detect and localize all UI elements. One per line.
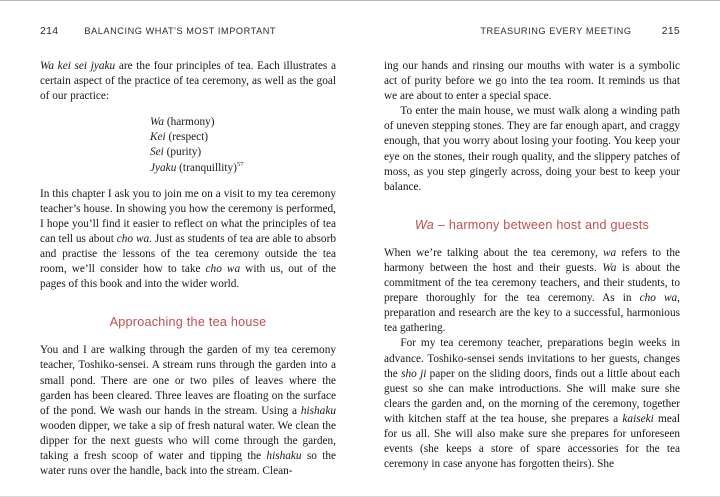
term-hishaku: hishaku	[300, 404, 336, 417]
term-kaiseki: kaiseki	[622, 412, 654, 425]
paragraph-text-c: with us, out of the pages of this book and into the wider world.	[40, 263, 336, 291]
term-cho-wa: cho wa	[116, 232, 150, 245]
paragraph-garden-walk	[40, 343, 336, 479]
paragraph-principles-intro	[40, 59, 336, 104]
principle-gloss: (harmony)	[164, 116, 215, 129]
paragraph-preparations	[384, 336, 680, 472]
principle-gloss: (tranquillity)	[176, 161, 237, 174]
paragraph-text-b: refers to the harmony between the host and their guests.	[384, 246, 680, 274]
folio-right: 215	[661, 25, 680, 37]
list-item	[40, 130, 336, 145]
term-cho-wa: cho wa	[205, 263, 241, 276]
paragraph-text-c: meal for us all. She will also make sure she prepares for unforeseen events (she keeps a store of spare accessories for the tea ceremony in case anyone has forgotten theirs). She	[384, 412, 680, 471]
principle-gloss: (purity)	[163, 146, 202, 159]
running-head-left	[40, 25, 336, 37]
paragraph-text-a: For my tea ceremony teacher, preparations begin weeks in advance. Toshiko-sensei sends invitations to her guests, changes the	[384, 337, 680, 380]
section-heading-wa-harmony	[384, 218, 680, 232]
paragraph-text-a: In this chapter I ask you to join me on a visit to my tea ceremony teacher’s house. In showing you how the ceremony is performed, I hope you’ll find it easier to reflect on what the principles of tea can tell us about	[40, 187, 336, 245]
principle-term: Sei	[150, 146, 164, 159]
paragraph-text-b: . Just as students of tea are able to absorb and practise the lessons of the tea ceremony outside the tea room, we’ll consider how to take	[40, 232, 336, 276]
principle-term: Kei	[150, 131, 166, 144]
term-wa: Wa	[602, 261, 617, 274]
section-heading-approaching-the-tea-house: Approaching the tea house	[109, 315, 267, 330]
heading-term-wa: Wa	[414, 217, 435, 232]
paragraph-chapter-intro	[40, 187, 336, 293]
page-left	[0, 1, 360, 496]
paragraph-stepping-stones: To enter the main house, we must walk along a winding path of uneven stepping stones. They are far enough apart, and craggy enough, that you worry about losing your footing. You keep your eye on the stones, their rough quality, and the slippery patches of moss, as you step gingerly across, doing your best to keep your balance.	[384, 105, 680, 193]
term-wa: wa	[602, 246, 617, 259]
running-head-right	[384, 25, 680, 37]
paragraph-purity-continued: ing our hands and rinsing our mouths with water is a symbolic act of purity before we go into the tea room. It reminds us that we are about to enter a special space.	[384, 60, 680, 103]
paragraph-principles-intro-text: are the four principles of tea. Each illustrates a certain aspect of the practice of tea ceremony, as well as the goal of our practice:	[40, 60, 336, 103]
footnote-marker: 57	[236, 160, 244, 168]
term-hishaku: hishaku	[266, 449, 302, 462]
term-sho-ji: sho ji	[401, 367, 427, 380]
list-item	[40, 161, 336, 176]
heading-rest: – harmony between host and guests	[434, 217, 650, 232]
paragraph-text-d: , preparation and research are the key to a successful, harmonious tea gathering.	[384, 292, 680, 335]
principle-term: Jyaku	[150, 161, 177, 174]
paragraph-text-a: You and I are walking through the garden of my tea ceremony teacher, Toshiko-sensei. A stream runs through the garden into a small pond. There are one or two piles of leaves where the garden has been cleared. Three leaves are floating on the surface of the pond. We wash our hands in the stream. Using a	[40, 344, 336, 417]
folio-left: 214	[40, 25, 59, 37]
paragraph-text-a: When we’re talking about the tea ceremony,	[384, 246, 603, 259]
list-item	[40, 115, 336, 130]
running-head-title-left: BALANCING WHAT'S MOST IMPORTANT	[84, 26, 277, 36]
paragraph-text-c: so the water runs over the handle, back into the stream. Clean-	[40, 449, 337, 478]
page-right	[360, 1, 720, 496]
paragraph-text-b: paper on the sliding doors, finds out a little about each guest so she can make introductions. She will make sure she clears the garden and, on the morning of the ceremony, together with kitchen staff at the tea house, she prepares a	[384, 367, 680, 425]
running-head-title-right: TREASURING EVERY MEETING	[480, 26, 632, 36]
paragraph-text-b: wooden dipper, we take a sip of fresh natural water. We clean the dipper for the next guests who will come through the garden, taking a fresh scoop of water and tipping the	[40, 419, 336, 462]
principle-gloss: (respect)	[165, 131, 209, 144]
paragraph-text-c: is about the commitment of the tea ceremony teachers, and their students, to prepare thoroughly for the tea ceremony. As in	[384, 261, 680, 305]
term-cho-wa: cho wa	[639, 292, 678, 305]
paragraph-wa-definition	[384, 246, 680, 337]
principle-term: Wa	[150, 116, 165, 129]
term-wa-kei-sei-jyaku: Wa kei sei jyaku	[40, 60, 116, 72]
list-item	[40, 145, 336, 160]
principles-list	[40, 115, 336, 175]
